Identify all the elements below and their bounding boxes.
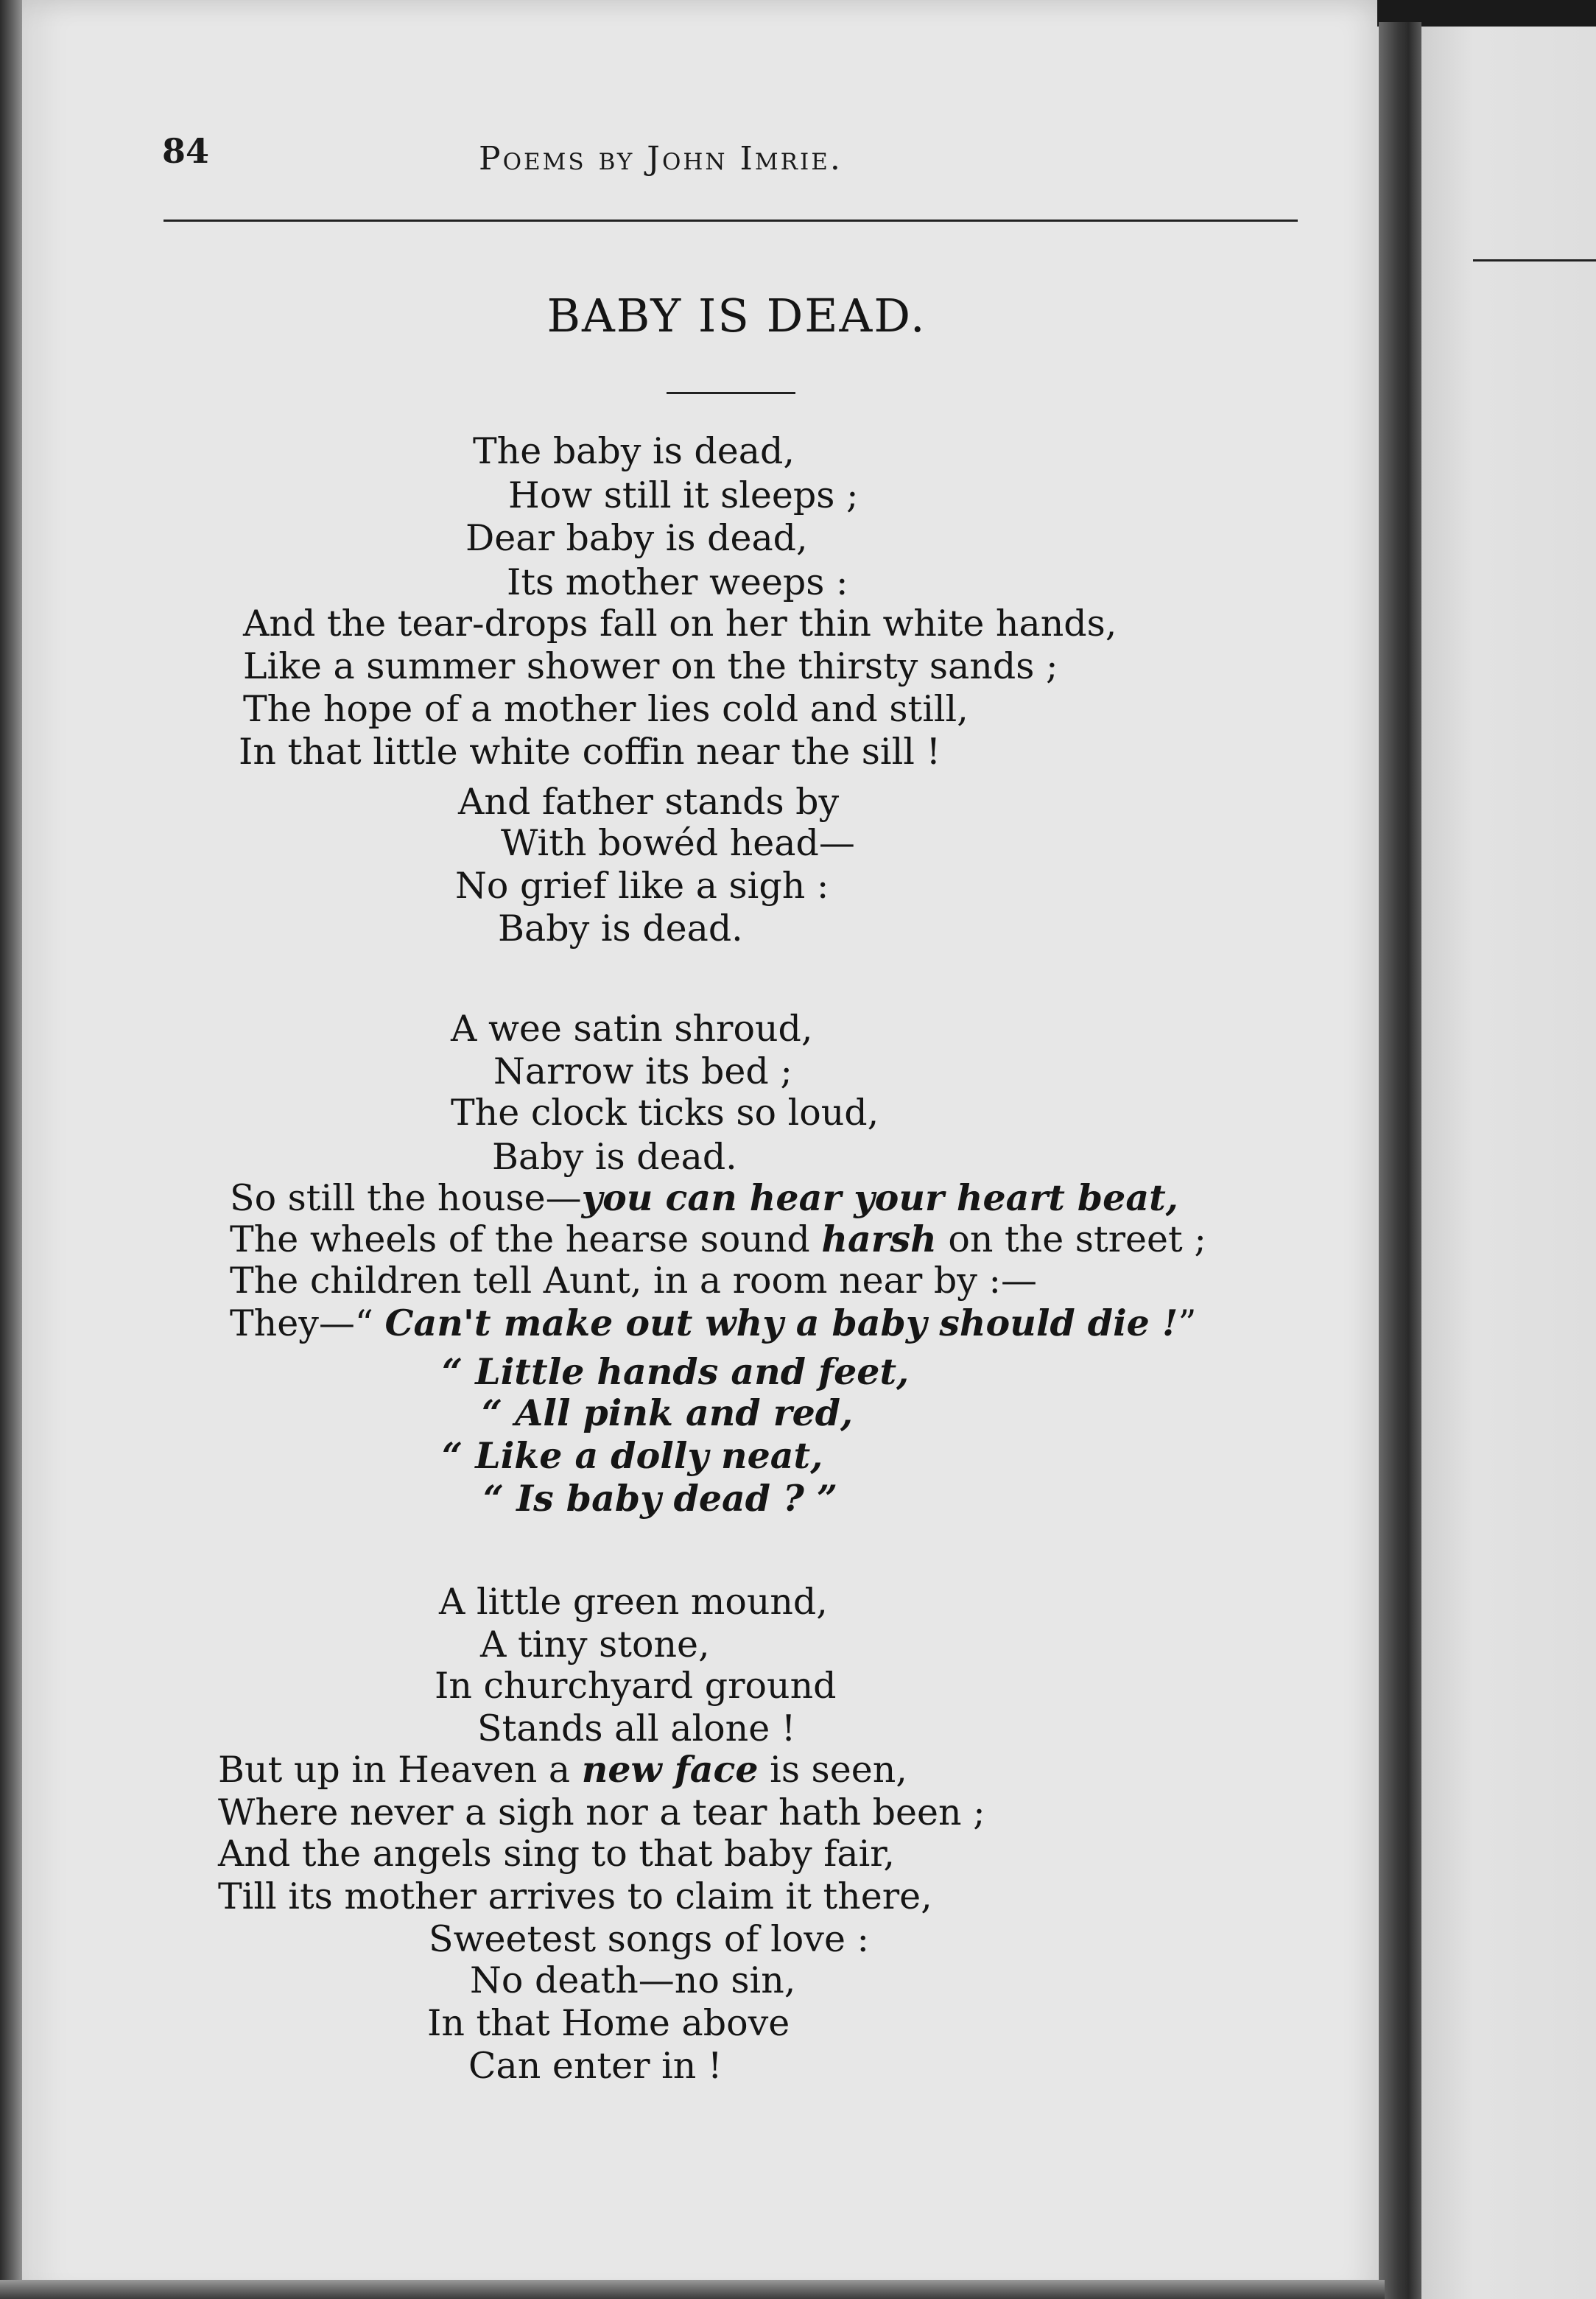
poem-line: Stands all alone ! — [477, 1707, 796, 1749]
poem-line: Dear baby is dead, — [465, 517, 808, 559]
poem-line: Where never a sigh nor a tear hath been ; — [218, 1791, 985, 1833]
book-gutter — [1379, 22, 1421, 2299]
poem-line: “ Is baby dead ? ” — [483, 1477, 838, 1520]
facing-page-sliver — [1421, 27, 1596, 2299]
line-text: ” — [1178, 1302, 1197, 1344]
poem-line: A tiny stone, — [480, 1624, 710, 1666]
poem-line: “ All pink and red, — [482, 1391, 854, 1434]
poem-line: The hope of a mother lies cold and still, — [243, 688, 969, 730]
poem-line: How still it sleeps ; — [508, 474, 859, 516]
poem-line: In that Home above — [427, 2002, 790, 2044]
italic-text: harsh — [821, 1218, 937, 1260]
poem-line — [230, 1176, 1178, 1219]
page-number: 84 — [162, 131, 210, 171]
line-text: They—“ — [230, 1302, 385, 1344]
italic-text: new face — [581, 1748, 759, 1791]
poem-line: A wee satin shroud, — [451, 1008, 813, 1050]
facing-page-rule — [1473, 259, 1596, 262]
poem-line: Till its mother arrives to claim it there, — [218, 1875, 932, 1917]
line-text: on the street ; — [936, 1218, 1206, 1260]
poem-line: Its mother weeps : — [507, 561, 848, 603]
poem-line: The baby is dead, — [473, 430, 795, 472]
poem-line — [230, 1302, 1197, 1344]
line-text: The wheels of the hearse sound — [230, 1218, 822, 1260]
line-text: So still the house— — [230, 1177, 582, 1219]
italic-text: you can hear your heart beat, — [581, 1176, 1178, 1219]
poem-line: Narrow its bed ; — [493, 1050, 792, 1092]
poem-line: Like a summer shower on the thirsty sands ; — [243, 645, 1058, 687]
running-head: Poems by John Imrie. — [479, 140, 843, 178]
poem-line: With bowéd head— — [501, 822, 855, 864]
poem-line: Baby is dead. — [492, 1136, 737, 1178]
poem-line: A little green mound, — [439, 1581, 828, 1623]
poem-line: In churchyard ground — [435, 1665, 837, 1707]
poem-line: And the angels sing to that baby fair, — [218, 1833, 895, 1875]
line-text: But up in Heaven a — [218, 1749, 582, 1791]
poem-line: In that little white coffin near the sill ! — [239, 731, 941, 773]
poem-line: And father stands by — [458, 781, 840, 823]
poem-line: The children tell Aunt, in a room near by :— — [230, 1260, 1037, 1302]
poem-line: Baby is dead. — [498, 908, 743, 950]
poem-line — [218, 1748, 907, 1791]
italic-text: Can't make out why a baby should die ! — [384, 1302, 1178, 1344]
poem-title: BABY IS DEAD. — [546, 289, 927, 343]
poem-line: The clock ticks so loud, — [451, 1092, 879, 1134]
poem-line: No death—no sin, — [470, 1959, 796, 2001]
poem-line — [230, 1218, 1206, 1260]
poem-line: And the tear-drops fall on her thin white hands, — [243, 603, 1117, 645]
poem-line: “ Little hands and feet, — [442, 1350, 910, 1393]
line-text: is seen, — [758, 1749, 907, 1791]
poem-line: “ Like a dolly neat, — [442, 1434, 823, 1477]
poem-line: Sweetest songs of love : — [429, 1918, 870, 1960]
poem-line: Can enter in ! — [468, 2045, 723, 2087]
poem-line: No grief like a sigh : — [455, 865, 829, 907]
